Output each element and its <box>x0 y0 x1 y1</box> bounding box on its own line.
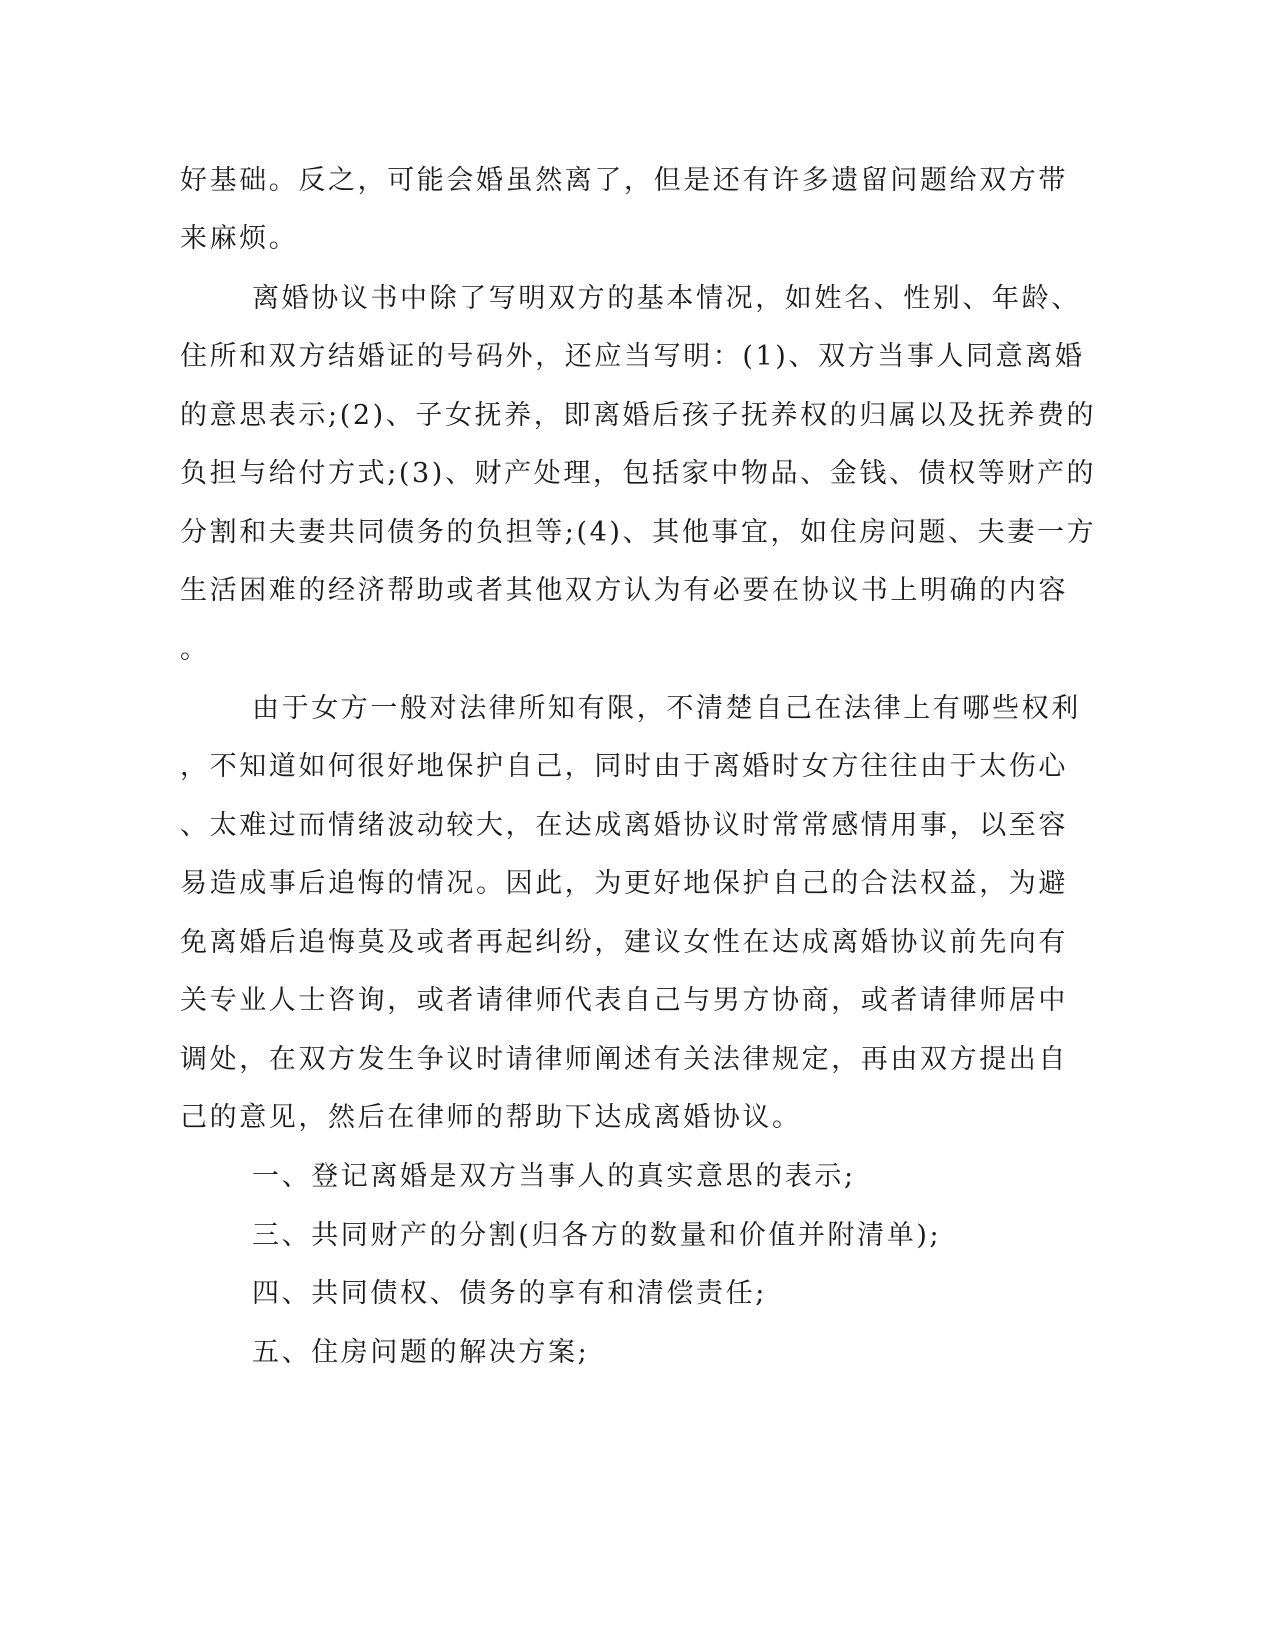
text-line: 。 <box>180 634 210 665</box>
list-item: 五、住房问题的解决方案; <box>252 1337 590 1368</box>
text-line: 负担与给付方式;(3)、财产处理，包括家中物品、金钱、债权等财产的 <box>180 458 1097 489</box>
text-line: 生活困难的经济帮助或者其他双方认为有必要在协议书上明确的内容 <box>180 575 1068 606</box>
text-line: 易造成事后追悔的情况。因此，为更好地保护自己的合法权益，为避 <box>180 868 1068 899</box>
text-line: 调处，在双方发生争议时请律师阐述有关法律规定，再由双方提出自 <box>180 1044 1068 1075</box>
text-line: 己的意见，然后在律师的帮助下达成离婚协议。 <box>180 1102 802 1133</box>
paragraph-first-line: 离婚协议书中除了写明双方的基本情况，如姓名、性别、年龄、 <box>252 283 1081 314</box>
paragraph-first-line: 由于女方一般对法律所知有限，不清楚自己在法律上有哪些权利 <box>252 693 1081 724</box>
text-line: ，不知道如何很好地保护自己，同时由于离婚时女方往往由于太伤心 <box>180 751 1068 782</box>
list-item: 一、登记离婚是双方当事人的真实意思的表示; <box>252 1161 856 1192</box>
text-line: 、太难过而情绪波动较大，在达成离婚协议时常常感情用事，以至容 <box>180 810 1068 841</box>
text-line: 分割和夫妻共同债务的负担等;(4)、其他事宜，如住房问题、夫妻一方 <box>180 517 1097 548</box>
list-item: 四、共同债权、债务的享有和清偿责任; <box>252 1278 767 1309</box>
text-line: 免离婚后追悔莫及或者再起纠纷，建议女性在达成离婚协议前先向有 <box>180 927 1068 958</box>
text-line: 好基础。反之，可能会婚虽然离了，但是还有许多遗留问题给双方带 <box>180 165 1068 196</box>
text-line: 来麻烦。 <box>180 223 299 254</box>
text-line: 关专业人士咨询，或者请律师代表自己与男方协商，或者请律师居中 <box>180 985 1068 1016</box>
list-item: 三、共同财产的分割(归各方的数量和价值并附清单); <box>252 1220 942 1251</box>
text-line: 的意思表示;(2)、子女抚养，即离婚后孩子抚养权的归属以及抚养费的 <box>180 400 1097 431</box>
text-line: 住所和双方结婚证的号码外，还应当写明：(1)、双方当事人同意离婚 <box>180 341 1085 372</box>
